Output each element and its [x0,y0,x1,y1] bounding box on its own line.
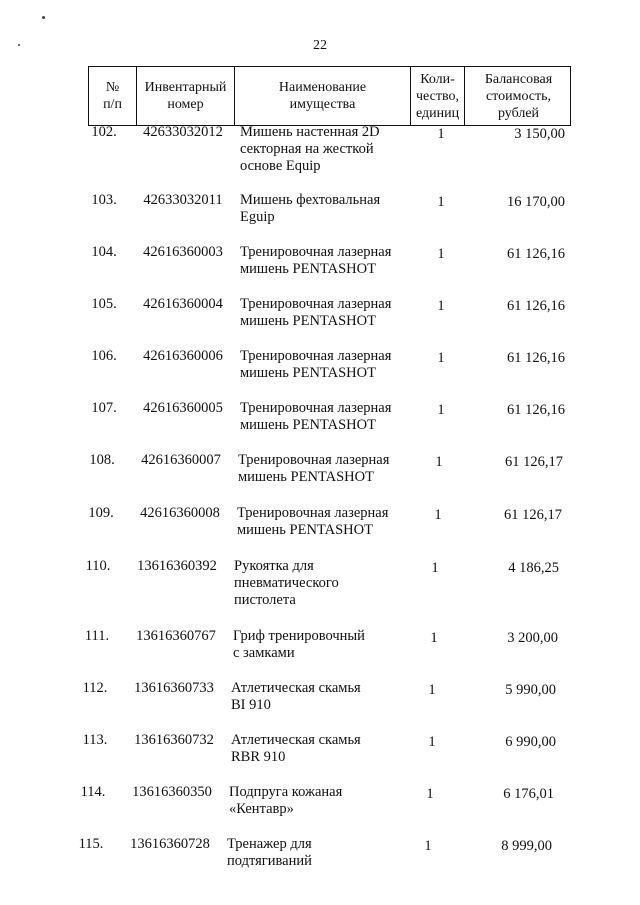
inventory-number: 13616360392 [137,558,217,574]
row-number: 106. [91,348,117,364]
quantity: 1 [424,838,432,854]
row-number: 110. [85,558,111,574]
quantity: 1 [428,734,436,750]
balance-cost: 61 126,16 [507,298,565,314]
quantity: 1 [435,454,443,470]
row-number: 103. [91,192,117,208]
property-name: Тренировочная лазерная мишень PENTASHOT [240,400,392,433]
property-name: Тренировочная лазерная мишень PENTASHOT [240,244,392,277]
inventory-number: 13616360767 [136,628,216,644]
inventory-number: 42616360006 [143,348,223,364]
inventory-number: 42633032011 [143,192,223,208]
property-name: Мишень фехтовальная Eguip [240,192,381,225]
page-number: 22 [313,38,327,53]
property-name: Рукоятка для пневматического пистолета [234,558,339,608]
property-name: Тренировочная лазерная мишень PENTASHOT [237,505,389,538]
balance-cost: 8 999,00 [501,838,552,854]
header-balance-cost: Балансовая стоимость, рублей [484,71,553,121]
quantity: 1 [437,298,445,314]
quantity: 1 [431,560,439,576]
property-name: Тренировочная лазерная мишень PENTASHOT [240,348,392,381]
row-number: 112. [82,680,108,696]
header-number: № п/п [89,67,137,125]
inventory-number: 13616360728 [130,836,210,852]
inventory-number: 42633032012 [143,124,223,140]
row-number: 109. [88,505,114,521]
quantity: 1 [437,402,445,418]
quantity: 1 [426,786,434,802]
balance-cost: 61 126,16 [507,350,565,366]
row-number: 111. [84,628,110,644]
property-name: Атлетическая скамья BI 910 [231,680,361,713]
balance-cost: 3 150,00 [514,126,565,142]
property-name: Гриф тренировочный с замками [233,628,365,661]
balance-cost: 6 990,00 [505,734,556,750]
quantity: 1 [430,630,438,646]
quantity: 1 [437,194,445,210]
inventory-number: 42616360004 [143,296,223,312]
balance-cost: 3 200,00 [507,630,558,646]
inventory-number: 13616360732 [134,732,214,748]
row-number: 105. [91,296,117,312]
balance-cost: 4 186,25 [508,560,559,576]
property-name: Атлетическая скамья RBR 910 [231,732,361,765]
balance-cost: 61 126,16 [507,246,565,262]
row-number: 107. [91,400,117,416]
quantity: 1 [437,246,445,262]
inventory-number: 42616360003 [143,244,223,260]
inventory-number: 13616360350 [132,784,212,800]
balance-cost: 61 126,17 [505,454,563,470]
inventory-number: 42616360008 [140,505,220,521]
row-number: 102. [91,124,117,140]
quantity: 1 [437,126,445,142]
row-number: 108. [89,452,115,468]
quantity: 1 [428,682,436,698]
balance-cost: 6 176,01 [503,786,554,802]
balance-cost: 61 126,16 [507,402,565,418]
property-name: Тренажер для подтягиваний [227,836,312,869]
row-number: 104. [91,244,117,260]
header-quantity: Коли- чество, единиц [411,67,465,125]
row-number: 114. [80,784,106,800]
property-name: Мишень настенная 2D секторная на жесткой основе Equip [240,124,380,174]
table-header [88,66,571,126]
row-number: 115. [78,836,104,852]
balance-cost: 61 126,17 [504,507,562,523]
property-name: Тренировочная лазерная мишень PENTASHOT [238,452,390,485]
header-property-name: Наименование имущества [235,67,411,125]
header-inventory-number: Инвентарный номер [137,67,235,125]
scan-speck [42,16,45,19]
row-number: 113. [82,732,108,748]
property-name: Подпруга кожаная «Кентавр» [229,784,343,817]
balance-cost: 16 170,00 [507,194,565,210]
inventory-number: 42616360007 [141,452,221,468]
balance-cost: 5 990,00 [505,682,556,698]
inventory-number: 13616360733 [134,680,214,696]
quantity: 1 [434,507,442,523]
inventory-number: 42616360005 [143,400,223,416]
property-name: Тренировочная лазерная мишень PENTASHOT [240,296,392,329]
quantity: 1 [437,350,445,366]
